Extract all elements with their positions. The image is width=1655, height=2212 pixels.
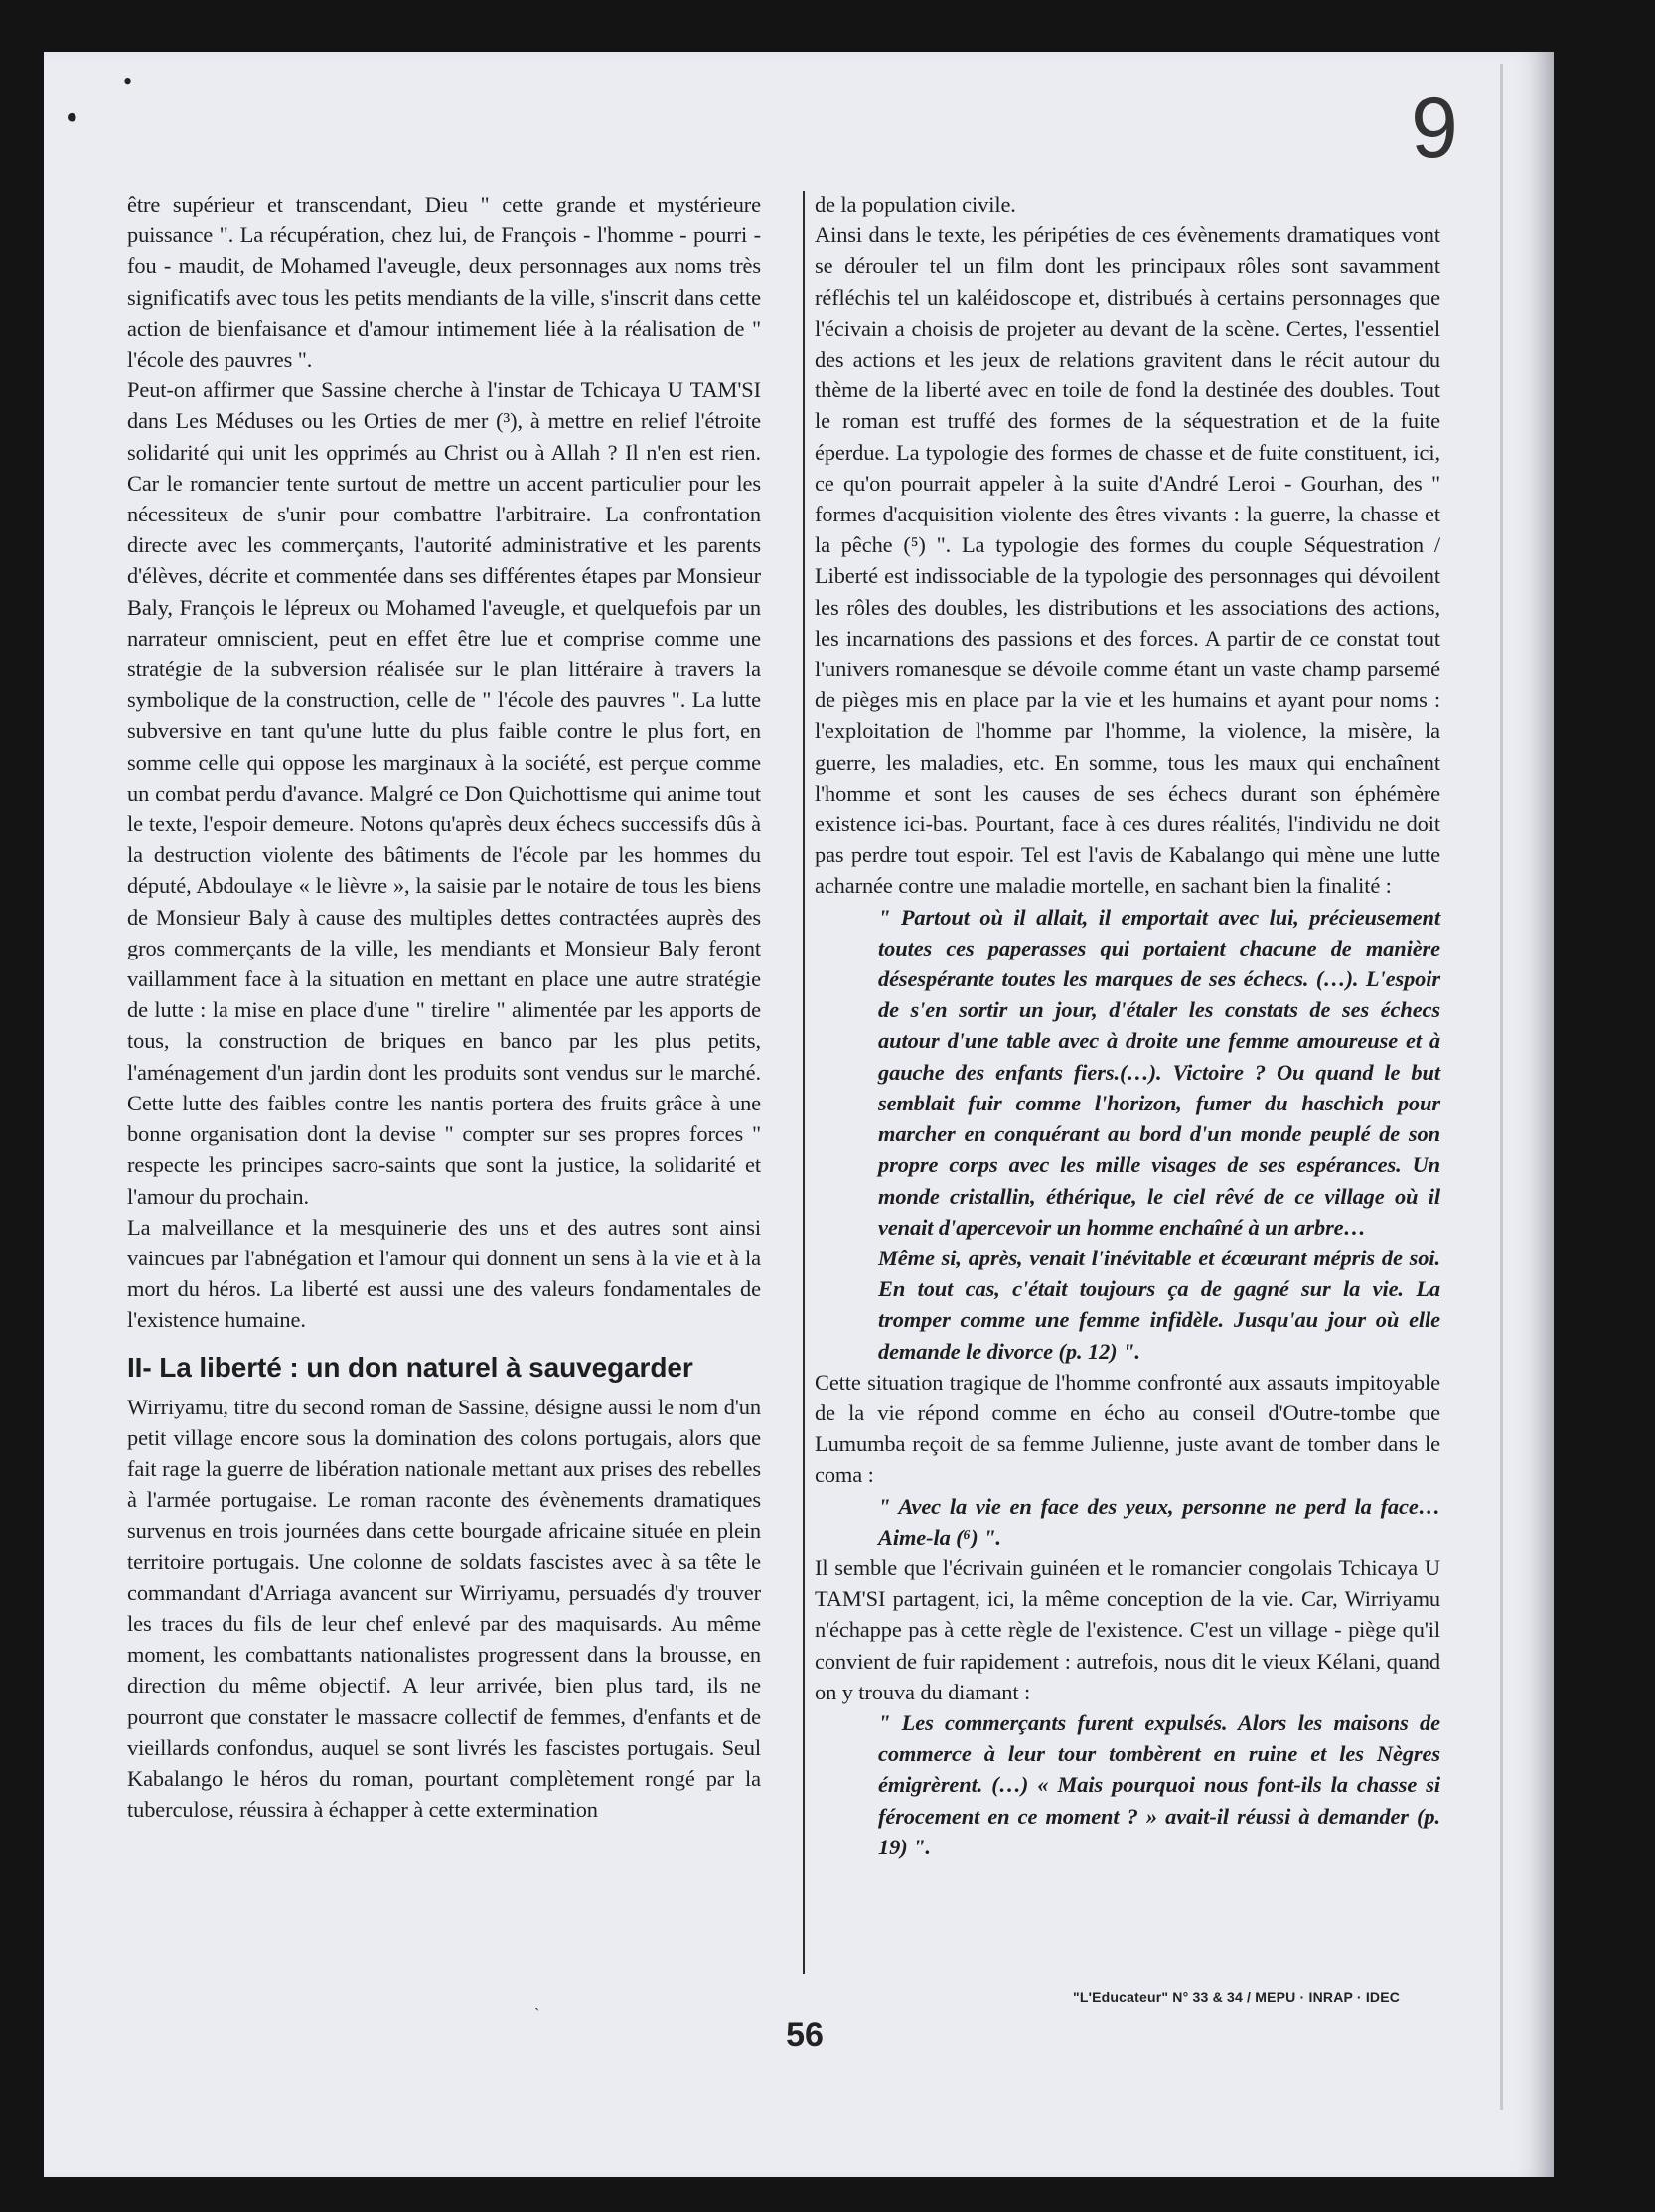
block-quote: Même si, après, venait l'inévitable et écœurant mépris de soi. En tout cas, c'était toujours ça de gagné sur la vie. La tromper comme une femme infidèle. Jusqu'au jour où elle demande le divorce (p. 12) ". <box>878 1245 1440 1364</box>
paragraph: La malveillance et la mesquinerie des uns et des autres sont ainsi vaincues par l'abnégation et l'amour qui donnent un sens à la vie et à la mort du héros. La liberté est aussi une des valeurs fondamentales de l'existence humaine. <box>127 1214 761 1333</box>
paragraph: Il semble que l'écrivain guinéen et le romancier congolais Tchicaya U TAM'SI partagent, ici, la même conception de la vie. Car, Wirriyamu n'échappe pas à cette règle de l'existence. C'est un village - piège qu'il convient de fuir rapidement : autrefois, nous dit le vieux Kélani, quand on y trouva du diamant : <box>815 1554 1440 1704</box>
stray-mark: ˏ <box>534 1994 540 2011</box>
paragraph: Peut-on affirmer que Sassine cherche à l'instar de Tchicaya U TAM'SI dans Les Méduses ou les Orties de mer (³), à mettre en relief l'étroite solidarité qui unit les opprimés au Christ ou à Allah ? Il n'en est rien. Car le romancier tente surtout de mettre un accent particulier pour les nécessiteux de s'unir pour combattre l'arbitraire. La confrontation directe avec les commerçants, l'autorité administrative et les parents d'élèves, décrite et commentée dans ses différentes étapes par Monsieur Baly, François le lépreux ou Mohamed l'aveugle, et quelquefois par un narrateur omniscient, peut en effet être lue et comprise comme une stratégie de la subversion réalisée sur le plan littéraire à travers la symbolique de la construction, celle de " l'école des pauvres ". La lutte subversive en tant qu'une lutte du plus faible contre le plus fort, en somme celle qui oppose les marginaux à la société, est perçue comme un combat perdu d'avance. Malgré ce Don Quichottisme qui anime tout le texte, l'espoir demeure. Notons qu'après deux échecs successifs dûs à la destruction violente des bâtiments de l'école par les hommes du député, Abdoulaye « le lièvre », la saisie par le notaire de tous les biens de Monsieur Baly à cause des multiples dettes contractées auprès des gros commerçants de la ville, les mendiants et Monsieur Baly feront vaillamment face à la situation en mettant en place une autre stratégie de lutte : la mise en place d'une " tirelire " alimentée par les apports de tous, la construction de briques en banco par les plus petits, l'aménagement d'un jardin dont les produits sont vendus sur le marché. Cette lutte des faibles contre les nantis portera des fruits grâce à une bonne organisation dont la devise " compter sur ses propres forces " respecte les principes sacro-saints que sont la justice, la solidarité et l'amour du prochain. <box>127 377 761 1209</box>
handwritten-folio: 9 <box>1411 80 1458 176</box>
paragraph: de la population civile. <box>815 192 1016 217</box>
right-column <box>815 189 1440 1862</box>
page-edge <box>1500 64 1503 2110</box>
journal-reference: "L'Educateur" N° 33 & 34 / MEPU · INRAP · IDEC <box>1073 1990 1401 2005</box>
left-column <box>127 189 761 1825</box>
paragraph: Cette situation tragique de l'homme confronté aux assauts impitoyable de la vie répond comme en écho au conseil d'Outre-tombe que Lumumba reçoit de sa femme Julienne, juste avant de tomber dans le coma : <box>815 1369 1440 1488</box>
corner-dot: • <box>66 97 78 137</box>
corner-dot: • <box>123 68 133 96</box>
paragraph: être supérieur et transcendant, Dieu " cette grande et mystérieure puissance ". La récupération, chez lui, de François - l'homme - pourri - fou - maudit, de Mohamed l'aveugle, deux personnages aux noms très significatifs avec tous les petits mendiants de la ville, s'inscrit dans cette action de bienfaisance et d'amour intimement liée à la réalisation de " l'école des pauvres ". <box>127 192 761 372</box>
block-quote: " Avec la vie en face des yeux, personne ne perd la face… Aime-la (⁶) ". <box>878 1493 1440 1549</box>
block-quote: " Les commerçants furent expulsés. Alors les maisons de commerce à leur tour tombèrent en ruine et les Nègres émigrèrent. (…) « Mais pourquoi nous font-ils la chasse si férocement en ce moment ? » avait-il réussi à demander (p. 19) ". <box>878 1709 1440 1859</box>
section-heading: II- La liberté : un don naturel à sauvegarder <box>127 1351 693 1383</box>
paragraph: Wirriyamu, titre du second roman de Sassine, désigne aussi le nom d'un petit village encore sous la domination des colons portugais, alors que fait rage la guerre de libération nationale mettant aux prises des rebelles à l'armée portugaise. Le roman raconte des évènements dramatiques survenus en trois journées dans cette bourgade africaine située en plein territoire portugais. Une colonne de soldats fascistes avec à sa tête le commandant d'Arriaga avancent sur Wirriyamu, persuadés d'y trouver les traces du fils de leur chef enlevé par des maquisards. Au même moment, les combattants nationalistes progressent dans la brousse, en direction du même objectif. A leur arrivée, bien plus tard, ils ne pourront que constater le massacre collectif de femmes, d'enfants et de vieillards confondus, auquel se sont livrés les fascistes portugais. Seul Kabalango le héros du roman, pourtant complètement rongé par la tuberculose, réussira à échapper à cette extermination <box>127 1394 761 1823</box>
page-number: 56 <box>786 2016 824 2054</box>
paragraph: Ainsi dans le texte, les péripéties de ces évènements dramatiques vont se dérouler tel un film dont les principaux rôles sont savamment réfléchis tel un kaléidoscope et, distribués à certains personnages que l'écivain a choisis de projeter au devant de la scène. Certes, l'essentiel des actions et les jeux de relations gravitent dans le récit autour du thème de la liberté avec en toile de fond la destinée des doubles. Tout le roman est truffé des formes de la séquestration et de la fuite éperdue. La typologie des formes de chasse et de fuite constituent, ici, ce qu'on pourrait appeler à la suite d'André Leroi - Gourhan, des " formes d'acquisition violente des êtres vivants : la guerre, la chasse et la pêche (⁵) ". La typologie des formes du couple Séquestration / Liberté est indissociable de la typologie des personnages qui dévoilent les rôles des doubles, les distributions et les associations des actions, les incarnations des passions et des forces. A partir de ce constat tout l'univers romanesque se dévoile comme étant un vaste champ parsemé de pièges mis en place par la vie et les humains et ayant pour noms : l'exploitation de l'homme par l'homme, la violence, la misère, la guerre, les maladies, etc. En somme, tous les maux qui enchaînent l'homme et sont les causes de ses échecs durant son éphémère existence ici-bas. Pourtant, face à ces dures réalités, l'individu ne doit pas perdre tout espoir. Tel est l'avis de Kabalango qui mène une lutte acharnée contre une maladie mortelle, en sachant bien la finalité : <box>815 222 1440 899</box>
block-quote: " Partout où il allait, il emportait avec lui, précieusement toutes ces paperasses qui portaient chacune de manière désespérante toutes les marques de ses échecs. (…). L'espoir de s'en sortir un jour, d'étaler les constats de ses échecs autour d'une table avec à droite une femme amoureuse et à gauche des enfants fiers.(…). Victoire ? Ou quand le but semblait fuir comme l'horizon, fumer du haschich pour marcher en conquérant au bord d'un monde peuplé de son propre corps avec les mille visages de ses espérances. Un monde cristallin, éthérique, le ciel rêvé de ce village où il venait d'apercevoir un homme enchaîné à un arbre… <box>878 904 1440 1240</box>
column-divider <box>803 191 805 1974</box>
